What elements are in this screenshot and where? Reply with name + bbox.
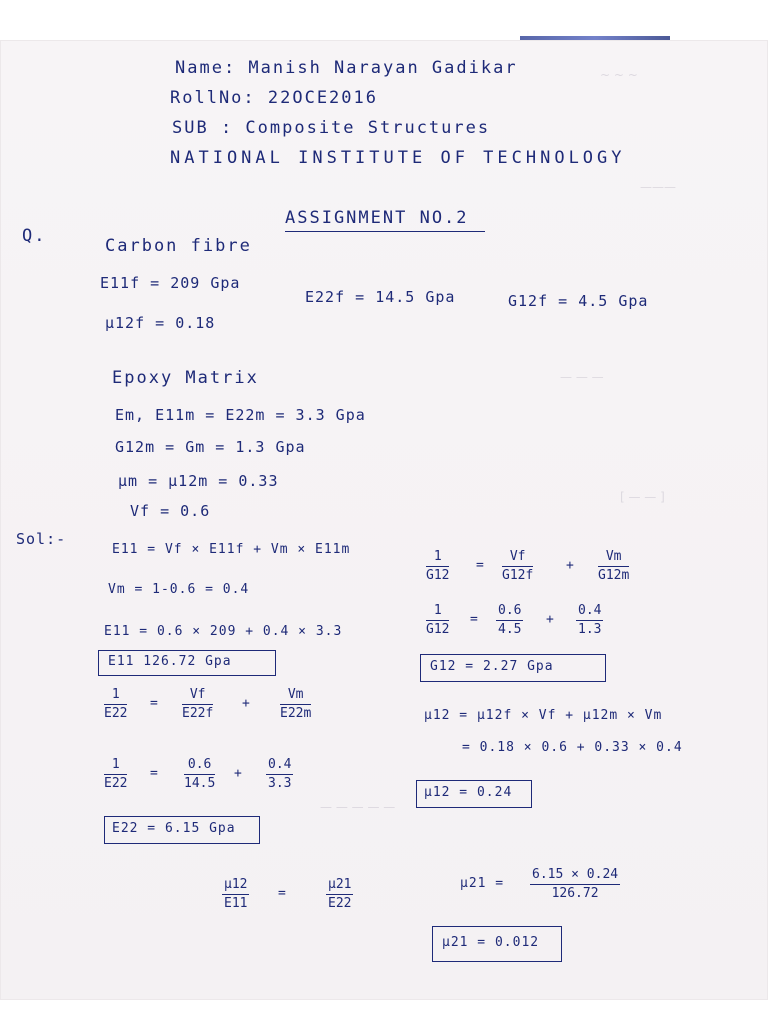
top-margin <box>0 0 768 40</box>
g12-vf-term <box>502 548 533 585</box>
matrix-mum: μm = μ12m = 0.33 <box>118 472 279 490</box>
e22-lhs-fraction <box>104 756 127 793</box>
e22-lhs-fraction <box>104 686 127 723</box>
mu21-lhs: μ21 = <box>460 876 505 891</box>
denominator: 1.3 <box>578 622 602 637</box>
fibre-e22f: E22f = 14.5 Gpa <box>305 288 456 306</box>
reciprocal-lhs <box>222 876 249 913</box>
numerator: μ12 <box>222 876 249 895</box>
equals-sign: = <box>476 558 485 573</box>
student-name: Name: Manish Narayan Gadikar <box>175 58 518 78</box>
notebook-page <box>0 40 768 1000</box>
denominator: E22m <box>280 706 312 721</box>
g12-vm-value <box>576 602 603 639</box>
e22-vm-value <box>266 756 293 793</box>
mu21-result: μ21 = 0.012 <box>442 935 540 950</box>
bleed-through-mark: ~ ~ ~ <box>600 68 638 82</box>
denominator: 126.72 <box>551 886 599 901</box>
numerator: 1 <box>104 756 127 775</box>
e11-result: E11 126.72 Gpa <box>108 654 232 669</box>
numerator: 1 <box>426 602 449 621</box>
subject: SUB : Composite Structures <box>172 118 491 138</box>
g12-result: G12 = 2.27 Gpa <box>430 659 554 674</box>
vm-value: Vm = 1-0.6 = 0.4 <box>108 582 250 597</box>
bleed-through-mark: — — — <box>560 370 604 384</box>
numerator: Vm <box>280 686 311 705</box>
numerator: Vm <box>598 548 629 567</box>
matrix-title: Epoxy Matrix <box>112 368 259 388</box>
denominator: 4.5 <box>498 622 522 637</box>
title-underline <box>285 231 485 232</box>
mu12-result: μ12 = 0.24 <box>424 785 513 800</box>
numerator: 0.4 <box>266 756 293 775</box>
reciprocal-rhs <box>326 876 353 913</box>
g12-vf-value <box>496 602 523 639</box>
e22-vf-value <box>184 756 215 793</box>
g12-vm-term <box>598 548 629 585</box>
denominator: E22f <box>182 706 214 721</box>
equals-sign: = <box>150 766 159 781</box>
numerator: Vf <box>502 548 533 567</box>
numerator: 0.6 <box>184 756 215 775</box>
denominator: E22 <box>328 896 352 911</box>
institute: NATIONAL INSTITUTE OF TECHNOLOGY <box>170 148 626 168</box>
g12-lhs-fraction <box>426 548 449 585</box>
denominator: E22 <box>104 706 128 721</box>
bleed-through-mark: [ — — ] <box>620 490 665 504</box>
plus-sign: + <box>546 612 555 627</box>
denominator: G12m <box>598 568 630 583</box>
equals-sign: = <box>470 612 479 627</box>
matrix-em: Em, E11m = E22m = 3.3 Gpa <box>115 406 366 424</box>
plus-sign: + <box>234 766 243 781</box>
denominator: 3.3 <box>268 776 292 791</box>
denominator: G12 <box>426 622 450 637</box>
question-marker: Q. <box>22 226 47 246</box>
mu12-substitution: = 0.18 × 0.6 + 0.33 × 0.4 <box>462 740 683 755</box>
numerator: Vf <box>182 686 213 705</box>
roll-number: RollNo: 22OCE2016 <box>170 88 378 108</box>
numerator: 0.6 <box>496 602 523 621</box>
g12-lhs-fraction <box>426 602 449 639</box>
equals-sign: = <box>278 886 287 901</box>
numerator: 0.4 <box>576 602 603 621</box>
denominator: 14.5 <box>184 776 216 791</box>
mu21-fraction <box>530 866 620 903</box>
numerator: 1 <box>104 686 127 705</box>
matrix-gm: G12m = Gm = 1.3 Gpa <box>115 438 306 456</box>
plus-sign: + <box>242 696 251 711</box>
plus-sign: + <box>566 558 575 573</box>
fibre-mu12f: μ12f = 0.18 <box>105 314 216 332</box>
denominator: G12 <box>426 568 450 583</box>
denominator: E11 <box>224 896 248 911</box>
mu12-formula: μ12 = μ12f × Vf + μ12m × Vm <box>424 708 663 723</box>
fibre-g12f: G12f = 4.5 Gpa <box>508 292 649 310</box>
solution-marker: Sol:- <box>16 530 67 548</box>
bleed-through-mark: — — — — — <box>320 800 396 814</box>
denominator: G12f <box>502 568 534 583</box>
fibre-e11f: E11f = 209 Gpa <box>100 274 241 292</box>
equals-sign: = <box>150 696 159 711</box>
e22-vm-term <box>280 686 311 723</box>
e11-substitution: E11 = 0.6 × 209 + 0.4 × 3.3 <box>104 624 343 639</box>
volume-fraction: Vf = 0.6 <box>130 502 211 520</box>
bleed-through-mark: ——— <box>640 180 676 194</box>
numerator: μ21 <box>326 876 353 895</box>
denominator: E22 <box>104 776 128 791</box>
e22-vf-term <box>182 686 213 723</box>
e11-formula: E11 = Vf × E11f + Vm × E11m <box>112 542 351 557</box>
assignment-title: ASSIGNMENT NO.2 <box>285 208 469 228</box>
numerator: 1 <box>426 548 449 567</box>
fibre-title: Carbon fibre <box>105 236 252 256</box>
e22-result: E22 = 6.15 Gpa <box>112 821 236 836</box>
numerator: 6.15 × 0.24 <box>530 866 620 885</box>
